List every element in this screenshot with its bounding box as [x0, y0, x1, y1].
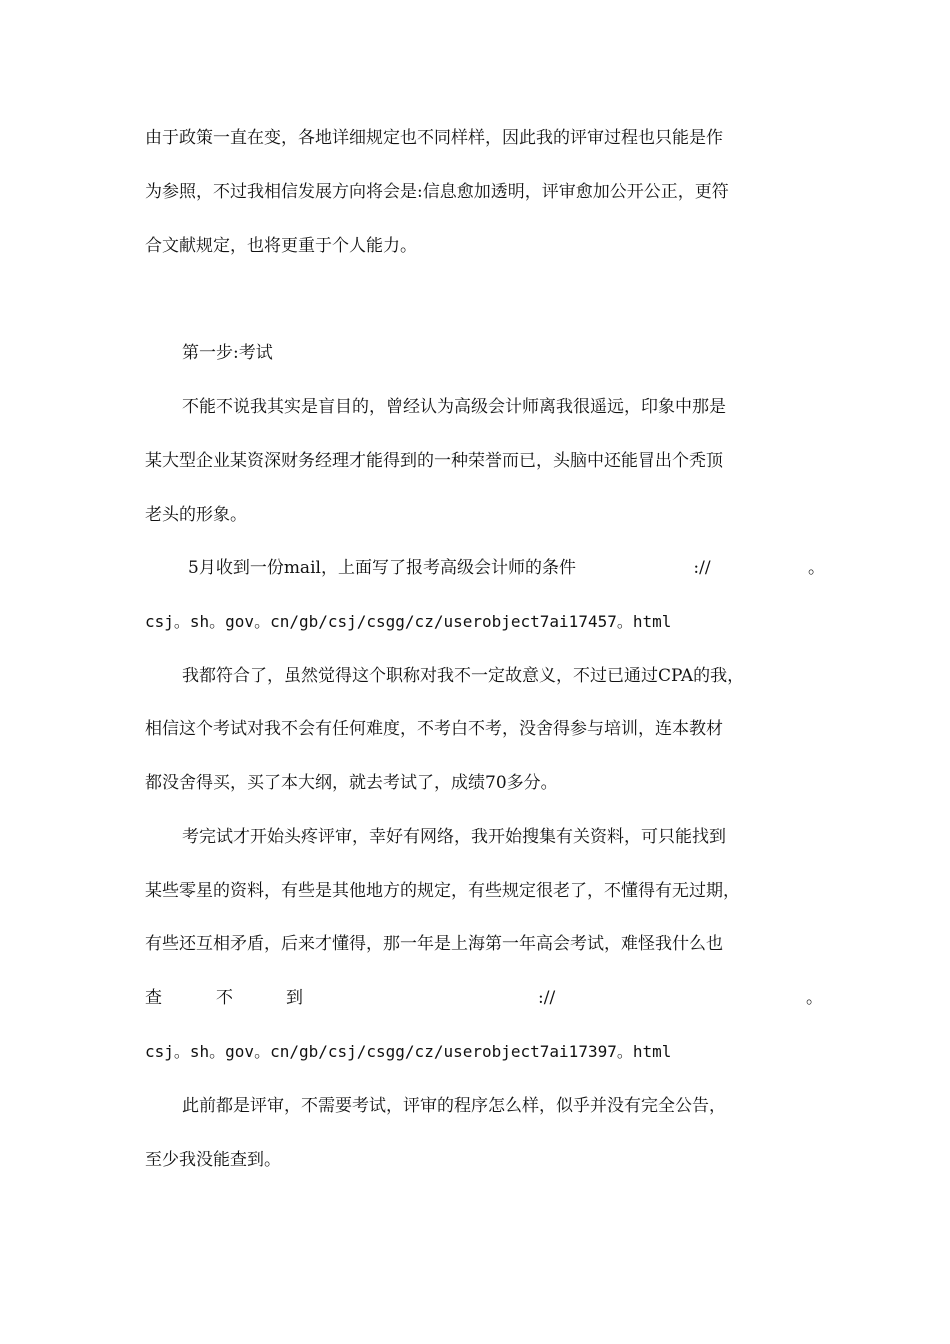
p4-line-1: 考完试才开始头疼评审，幸好有网络，我开始搜集有关资料，可只能找到	[182, 827, 726, 847]
p2-text: 5月收到一份mail，上面写了报考高级会计师的条件	[188, 558, 576, 578]
p4-word-1: 查	[145, 988, 162, 1008]
p1-line-1: 不能不说我其实是盲目的，曾经认为高级会计师离我很遥远，印象中那是	[182, 397, 726, 417]
p4-word-2: 不	[216, 988, 233, 1008]
p3-line-3: 都没舍得买，买了本大纲，就去考试了，成绩70多分。	[145, 773, 558, 793]
p3-line-1: 我都符合了，虽然觉得这个职称对我不一定故意义，不过已通过CPA的我，	[182, 666, 745, 686]
p4-url-scheme: ://	[538, 988, 556, 1008]
p4-line-2: 某些零星的资料，有些是其他地方的规定，有些规定很老了，不懂得有无过期，	[145, 881, 740, 901]
p4-period: 。	[806, 988, 823, 1008]
p2-url-scheme: ://	[693, 558, 711, 578]
p2-url-line: csj。sh。gov。cn/gb/csj/csgg/cz/userobject7ai17457。html	[145, 612, 672, 631]
p3-line-2: 相信这个考试对我不会有任何难度，不考白不考，没舍得参与培训，连本教材	[145, 719, 723, 739]
intro-line-3: 合文献规定，也将更重于个人能力。	[145, 236, 417, 256]
p1-line-2: 某大型企业某资深财务经理才能得到的一种荣誉而已，头脑中还能冒出个秃顶	[145, 451, 723, 471]
p4-word-3: 到	[286, 988, 303, 1008]
intro-line-2: 为参照，不过我相信发展方向将会是:信息愈加透明，评审愈加公开公正，更符	[145, 182, 729, 202]
p5-line-1: 此前都是评审，不需要考试，评审的程序怎么样，似乎并没有完全公告，	[182, 1096, 726, 1116]
step1-heading: 第一步:考试	[182, 343, 273, 363]
p2-period: 。	[807, 558, 825, 578]
p2-line-1	[188, 557, 825, 579]
intro-line-1: 由于政策一直在变，各地详细规定也不同样样，因此我的评审过程也只能是作	[145, 128, 723, 148]
p5-line-2: 至少我没能查到。	[145, 1150, 281, 1170]
p4-url-line: csj。sh。gov。cn/gb/csj/csgg/cz/userobject7ai17397。html	[145, 1042, 672, 1061]
p4-line-3: 有些还互相矛盾，后来才懂得，那一年是上海第一年高会考试，难怪我什么也	[145, 934, 723, 954]
p1-line-3: 老头的形象。	[145, 505, 247, 525]
